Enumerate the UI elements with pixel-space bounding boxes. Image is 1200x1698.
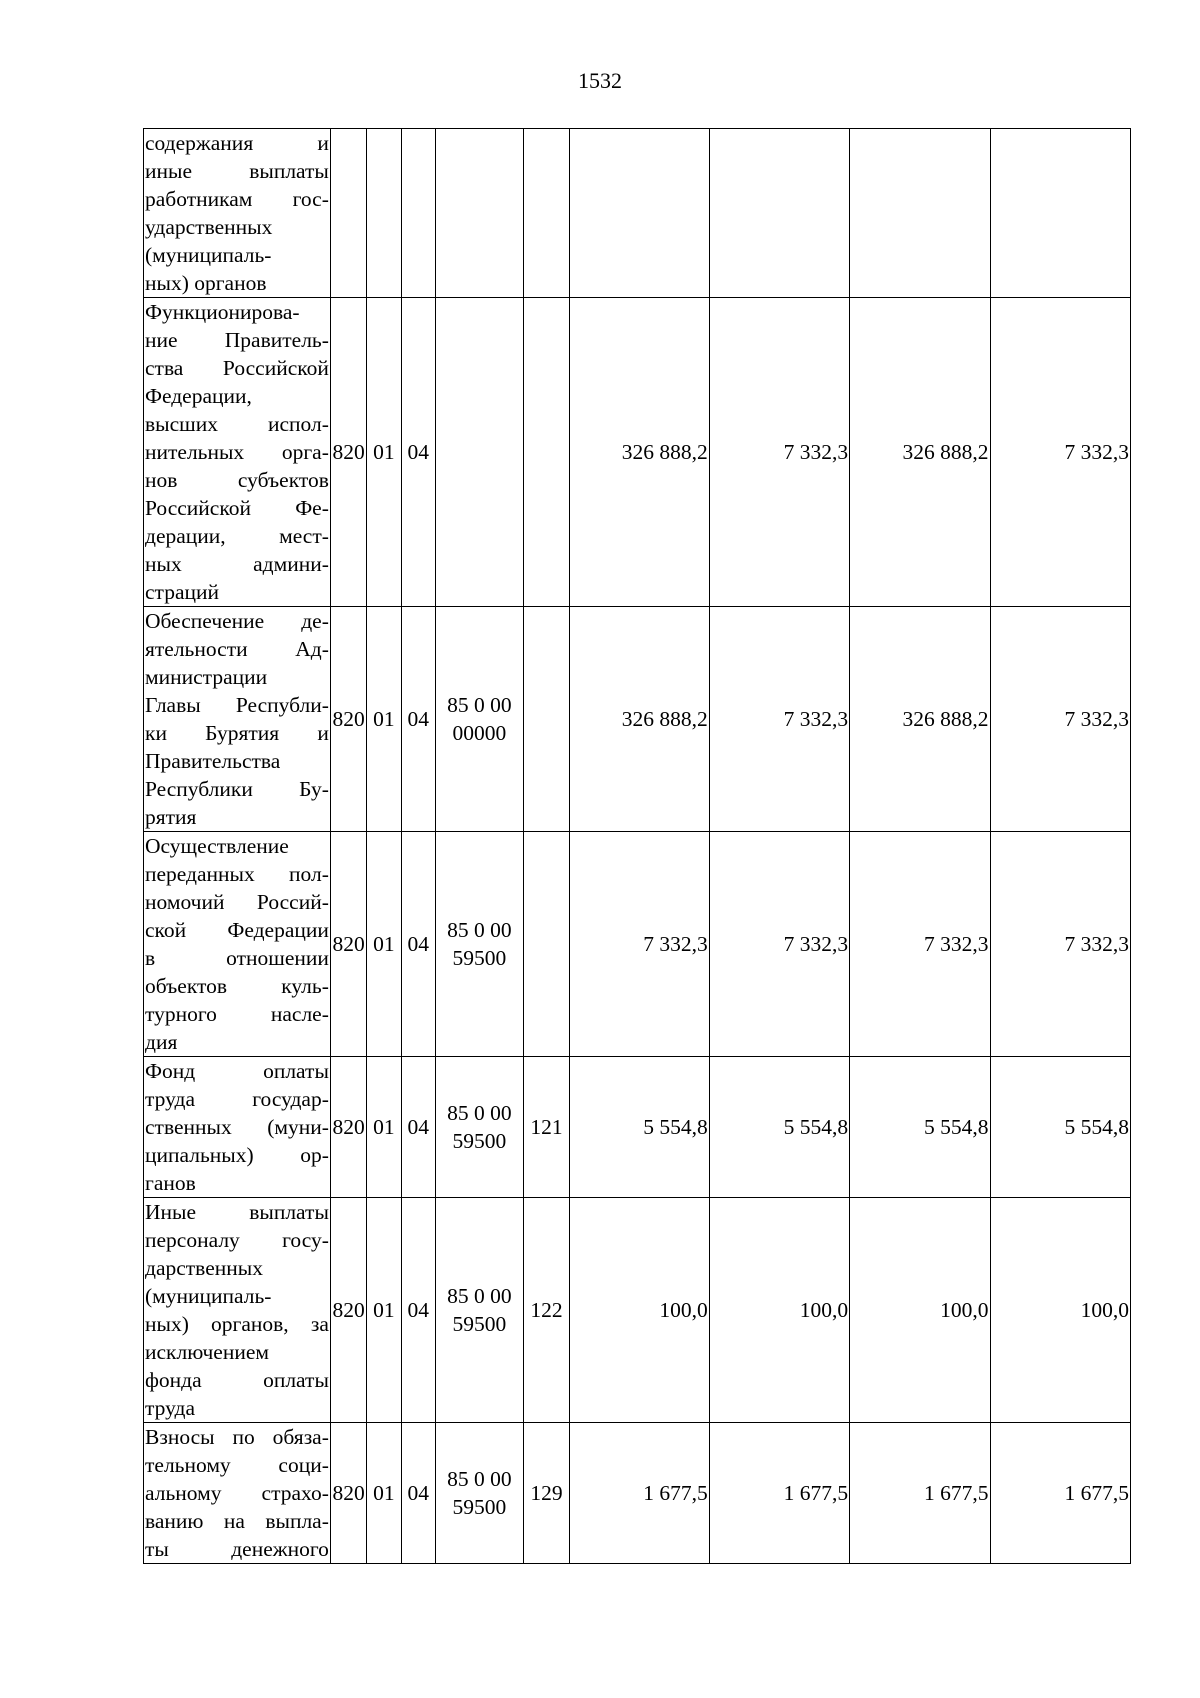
amount-cell-4: 7 332,3 <box>990 832 1130 1057</box>
target-article-cell <box>435 129 523 298</box>
table-row <box>144 129 1131 298</box>
row-name-line: Обеспечение де- <box>145 609 329 633</box>
budget-table <box>143 128 1131 1564</box>
target-article-line: 00000 <box>452 721 507 745</box>
amount-cell-1: 1 677,5 <box>570 1423 709 1564</box>
row-name-line: Осуществление <box>145 834 289 858</box>
row-name <box>144 832 331 1057</box>
amount-cell-2: 1 677,5 <box>709 1423 849 1564</box>
row-name-line: объектов куль- <box>145 974 329 998</box>
subsection-cell: 04 <box>401 607 435 832</box>
amount-cell-3: 1 677,5 <box>850 1423 990 1564</box>
row-name-line: ты денежного <box>145 1537 329 1561</box>
row-name-line: исключением <box>145 1340 269 1364</box>
target-article-line: 59500 <box>452 1312 507 1336</box>
table-row <box>144 1423 1131 1564</box>
row-name-line: дерации, мест- <box>145 524 329 548</box>
row-name <box>144 1423 331 1564</box>
row-name-line: ской Федерации <box>145 918 329 942</box>
row-name-line: номочий Россий- <box>145 890 329 914</box>
row-name-line: министрации <box>145 665 268 689</box>
ved-cell <box>330 129 366 298</box>
subsection-cell: 04 <box>401 1423 435 1564</box>
target-article-line: 59500 <box>452 946 507 970</box>
row-name-line: персоналу госу- <box>145 1228 329 1252</box>
table-body <box>144 129 1131 1564</box>
row-name-line: нительных орга- <box>145 440 329 464</box>
target-article-cell <box>435 607 523 832</box>
row-name-line: ципальных) ор- <box>145 1143 329 1167</box>
row-name-line: труда <box>145 1396 196 1420</box>
row-name-line: дия <box>145 1030 178 1054</box>
target-article-line: 59500 <box>452 1495 507 1519</box>
amount-cell-2: 7 332,3 <box>709 832 849 1057</box>
target-article-cell <box>435 1198 523 1423</box>
row-name-line: в отношении <box>145 946 329 970</box>
table-row <box>144 607 1131 832</box>
amount-cell-4: 1 677,5 <box>990 1423 1130 1564</box>
ved-cell: 820 <box>330 607 366 832</box>
target-article-line: 85 0 00 <box>447 918 512 942</box>
ved-cell: 820 <box>330 1423 366 1564</box>
section-cell <box>367 129 401 298</box>
row-name-line: ства Российской <box>145 356 329 380</box>
amount-cell-1: 100,0 <box>570 1198 709 1423</box>
section-cell: 01 <box>367 298 401 607</box>
row-name-line: ятельности Ад- <box>145 637 329 661</box>
target-article-line: 85 0 00 <box>447 1101 512 1125</box>
row-name-line: иные выплаты <box>145 159 329 183</box>
amount-cell-2 <box>709 129 849 298</box>
amount-cell-2: 7 332,3 <box>709 607 849 832</box>
row-name-line: труда государ- <box>145 1087 329 1111</box>
amount-cell-1: 7 332,3 <box>570 832 709 1057</box>
amount-cell-4: 5 554,8 <box>990 1057 1130 1198</box>
table-row <box>144 298 1131 607</box>
section-cell: 01 <box>367 607 401 832</box>
section-cell: 01 <box>367 1057 401 1198</box>
row-name-line: ственных (муни- <box>145 1115 329 1139</box>
amount-cell-3 <box>850 129 990 298</box>
row-name-line: Республики Бу- <box>145 777 329 801</box>
row-name <box>144 129 331 298</box>
ved-cell: 820 <box>330 832 366 1057</box>
table-row <box>144 1057 1131 1198</box>
target-article-cell <box>435 832 523 1057</box>
row-name-line: ванию на выпла- <box>145 1509 329 1533</box>
row-name-line: Иные выплаты <box>145 1200 329 1224</box>
row-name-line: ударственных <box>145 215 273 239</box>
row-name <box>144 1198 331 1423</box>
row-name-line: переданных пол- <box>145 862 329 886</box>
row-name-line: (муниципаль- <box>145 243 272 267</box>
row-name <box>144 607 331 832</box>
amount-cell-3: 5 554,8 <box>850 1057 990 1198</box>
row-name-line: турного насле- <box>145 1002 329 1026</box>
target-article-line: 59500 <box>452 1129 507 1153</box>
expense-type-cell <box>523 832 569 1057</box>
subsection-cell: 04 <box>401 298 435 607</box>
table-row <box>144 1198 1131 1423</box>
subsection-cell: 04 <box>401 1198 435 1423</box>
target-article-cell <box>435 1057 523 1198</box>
expense-type-cell: 129 <box>523 1423 569 1564</box>
expense-type-cell <box>523 298 569 607</box>
section-cell: 01 <box>367 1198 401 1423</box>
amount-cell-1: 5 554,8 <box>570 1057 709 1198</box>
row-name-line: ние Правитель- <box>145 328 329 352</box>
row-name <box>144 1057 331 1198</box>
row-name-line: ных админи- <box>145 552 329 576</box>
amount-cell-1: 326 888,2 <box>570 607 709 832</box>
ved-cell: 820 <box>330 298 366 607</box>
amount-cell-4: 7 332,3 <box>990 607 1130 832</box>
amount-cell-4: 100,0 <box>990 1198 1130 1423</box>
amount-cell-4: 7 332,3 <box>990 298 1130 607</box>
row-name-line: ных) органов <box>145 271 267 295</box>
row-name-line: высших испол- <box>145 412 329 436</box>
row-name-line: работникам гос- <box>145 187 329 211</box>
target-article-cell <box>435 298 523 607</box>
row-name-line: Федерации, <box>145 384 252 408</box>
amount-cell-1 <box>570 129 709 298</box>
row-name-line: Российской Фе- <box>145 496 329 520</box>
row-name-line: ных) органов, за <box>145 1312 329 1336</box>
row-name-line: ки Бурятия и <box>145 721 329 745</box>
subsection-cell <box>401 129 435 298</box>
expense-type-cell: 122 <box>523 1198 569 1423</box>
table-row <box>144 832 1131 1057</box>
row-name-line: нов субъектов <box>145 468 329 492</box>
row-name-line: Фонд оплаты <box>145 1059 329 1083</box>
ved-cell: 820 <box>330 1198 366 1423</box>
subsection-cell: 04 <box>401 832 435 1057</box>
subsection-cell: 04 <box>401 1057 435 1198</box>
row-name-line: Главы Республи- <box>145 693 329 717</box>
row-name-line: Правительства <box>145 749 281 773</box>
ved-cell: 820 <box>330 1057 366 1198</box>
section-cell: 01 <box>367 832 401 1057</box>
expense-type-cell: 121 <box>523 1057 569 1198</box>
target-article-line: 85 0 00 <box>447 1467 512 1491</box>
amount-cell-4 <box>990 129 1130 298</box>
row-name-line: тельному соци- <box>145 1453 329 1477</box>
expense-type-cell <box>523 129 569 298</box>
row-name-line: Функционирова- <box>145 300 300 324</box>
amount-cell-3: 326 888,2 <box>850 298 990 607</box>
row-name-line: дарственных <box>145 1256 263 1280</box>
row-name-line: страций <box>145 580 220 604</box>
amount-cell-3: 100,0 <box>850 1198 990 1423</box>
row-name-line: содержания и <box>145 131 329 155</box>
amount-cell-2: 5 554,8 <box>709 1057 849 1198</box>
amount-cell-2: 100,0 <box>709 1198 849 1423</box>
row-name-line: (муниципаль- <box>145 1284 272 1308</box>
target-article-cell <box>435 1423 523 1564</box>
row-name <box>144 298 331 607</box>
page-number: 1532 <box>578 68 622 93</box>
row-name-line: фонда оплаты <box>145 1368 329 1392</box>
row-name-line: ганов <box>145 1171 196 1195</box>
section-cell: 01 <box>367 1423 401 1564</box>
amount-cell-3: 7 332,3 <box>850 832 990 1057</box>
amount-cell-1: 326 888,2 <box>570 298 709 607</box>
amount-cell-2: 7 332,3 <box>709 298 849 607</box>
row-name-line: рятия <box>145 805 197 829</box>
row-name-line: альному страхо- <box>145 1481 329 1505</box>
target-article-line: 85 0 00 <box>447 1284 512 1308</box>
row-name-line: Взносы по обяза- <box>145 1425 329 1449</box>
expense-type-cell <box>523 607 569 832</box>
target-article-line: 85 0 00 <box>447 693 512 717</box>
amount-cell-3: 326 888,2 <box>850 607 990 832</box>
